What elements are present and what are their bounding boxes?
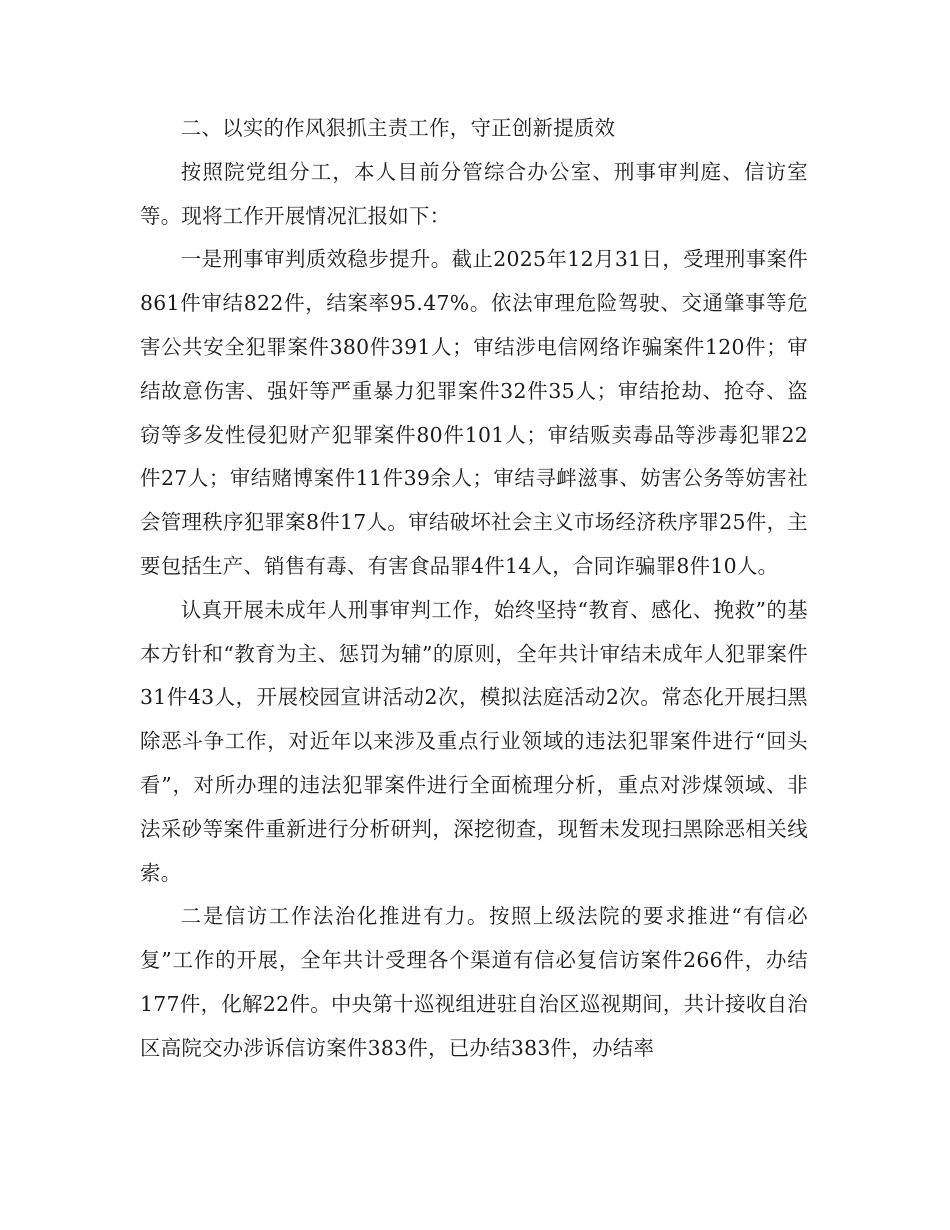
criminal-trial-paragraph: 一是刑事审判质效稳步提升。截止2025年12月31日，受理刑事案件861件审结822件，结案率95.47%。依法审理危险驾驶、交通肇事等危害公共安全犯罪案件380件391人；审结涉电信网络诈骗案件120件；审结故意伤害、强奸等严重暴力犯罪案件32件35人；审结抢劫、抢夺、盗窃等多发性侵犯财产犯罪案件80件101人；审结贩卖毒品等涉毒犯罪22件27人；审结赌博案件11件39余人；审结寻衅滋事、妨害公务等妨害社会管理秩序犯罪案8件17人。审结破坏社会主义市场经济秩序罪25件，主要包括生产、销售有毒、有害食品罪4件14人，合同诈骗罪8件10人。 [140, 247, 808, 578]
petition-work-paragraph: 二是信访工作法治化推进有力。按照上级法院的要求推进“有信必复”工作的开展，全年共计受理各个渠道有信必复信访案件266件，办结177件，化解22件。中央第十巡视组进驻自治区巡视期间，共计接收自治区高院交办涉诉信访案件383件，已办结383件，办结率 [140, 904, 808, 1060]
intro-paragraph: 按照院党组分工，本人目前分管综合办公室、刑事审判庭、信访室等。现将工作开展情况汇报如下： [140, 159, 808, 228]
juvenile-trial-paragraph: 认真开展未成年人刑事审判工作，始终坚持“教育、感化、挽救”的基本方针和“教育为主、惩罚为辅”的原则，全年共计审结未成年人犯罪案件31件43人，开展校园宣讲活动2次，模拟法庭活动2次。常态化开展扫黑除恶斗争工作，对近年以来涉及重点行业领域的违法犯罪案件进行“回头看”，对所办理的违法犯罪案件进行全面梳理分析，重点对涉煤领域、非法采砂等案件重新进行分析研判，深挖彻查，现暂未发现扫黑除恶相关线索。 [140, 597, 808, 885]
section-heading: 二、以实的作风狠抓主责工作，守正创新提质效 [180, 116, 616, 140]
document-body [140, 107, 808, 1071]
